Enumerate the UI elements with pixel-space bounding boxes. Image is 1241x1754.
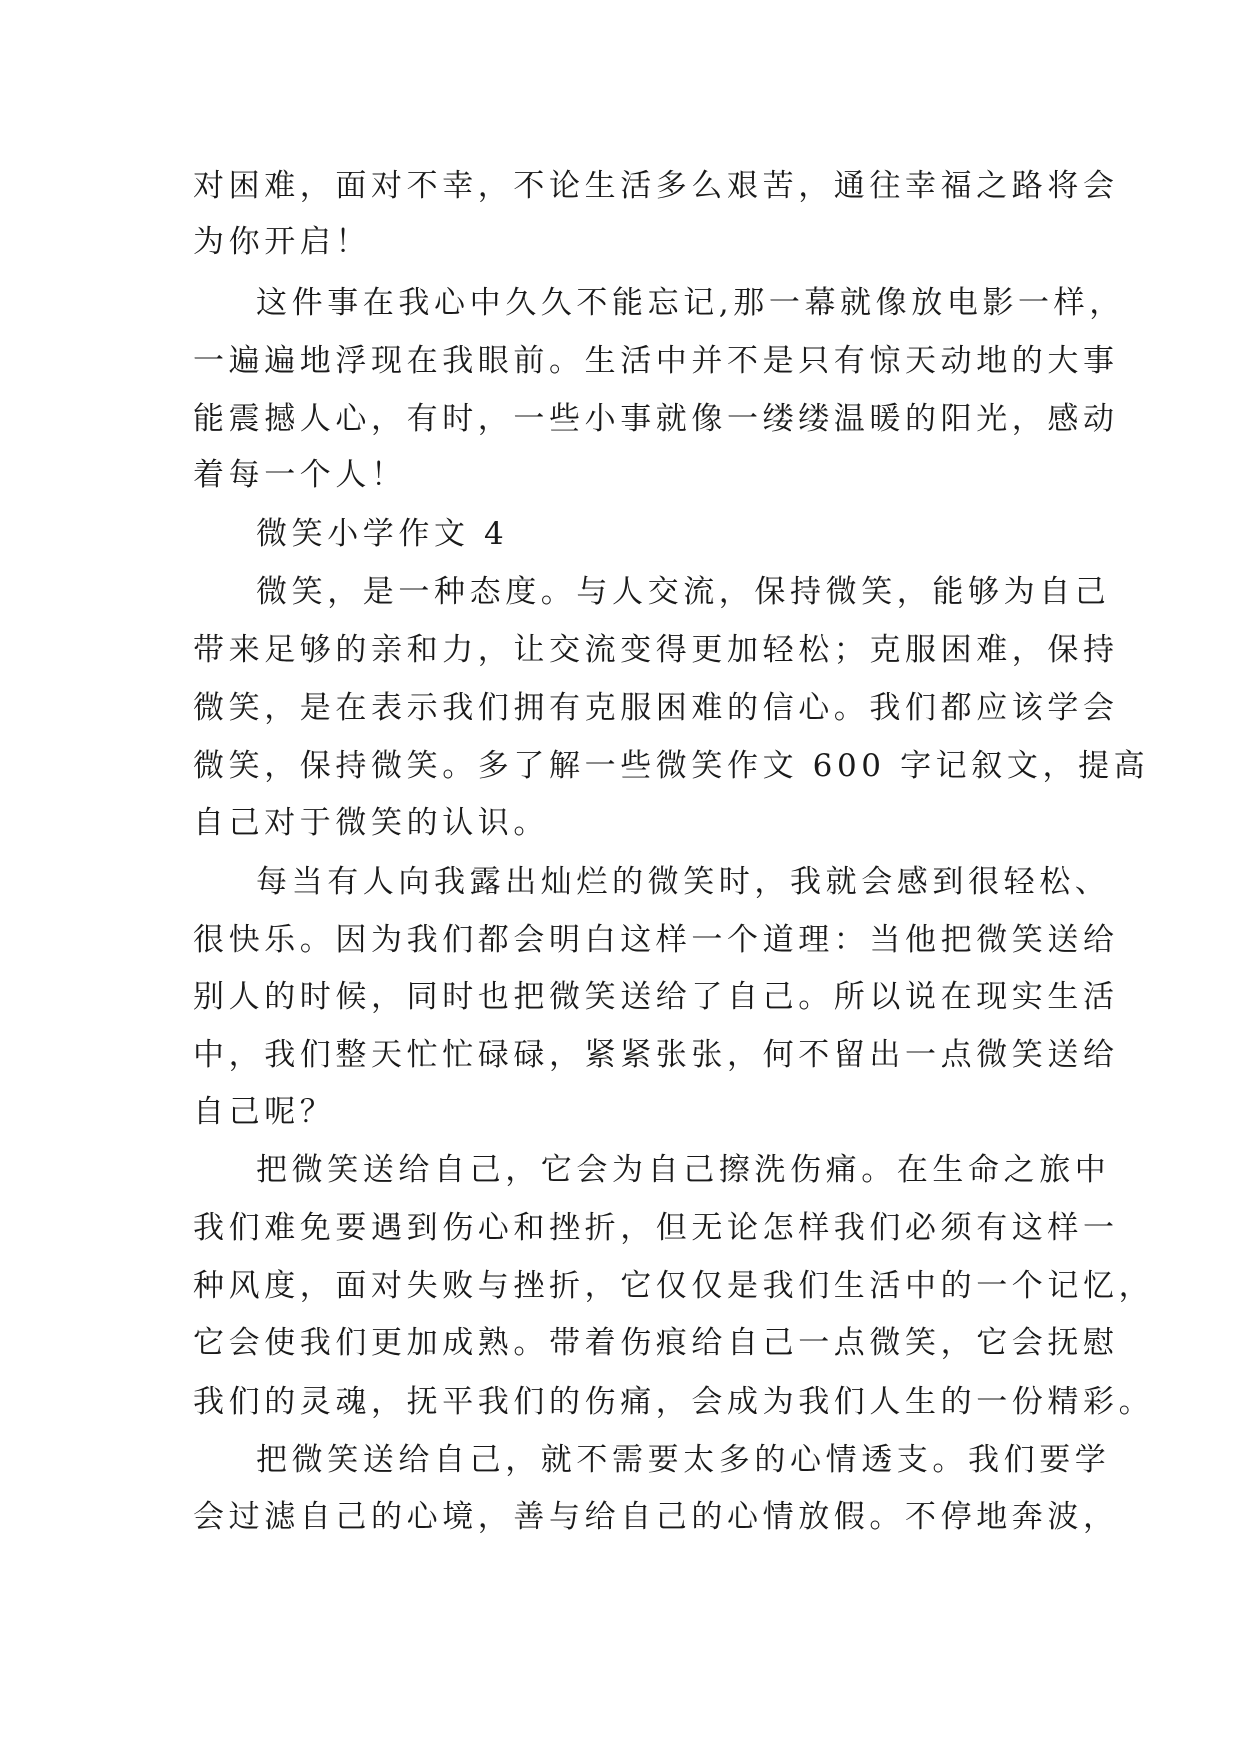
text-line: 自己对于微笑的认识。 — [193, 805, 549, 841]
text-line: 能震撼人心，有时，一些小事就像一缕缕温暖的阳光，感动 — [193, 401, 1119, 437]
text-line: 把微笑送给自己，它会为自己擦洗伤痛。在生命之旅中 — [256, 1152, 1111, 1188]
text-line: 带来足够的亲和力，让交流变得更加轻松；克服困难，保持 — [193, 632, 1119, 668]
text-line: 把微笑送给自己，就不需要太多的心情透支。我们要学 — [256, 1442, 1111, 1478]
text-line: 自己呢？ — [193, 1094, 336, 1130]
text-line: 为你开启！ — [193, 224, 371, 260]
text-line: 它会使我们更加成熟。带着伤痕给自己一点微笑，它会抚慰 — [193, 1325, 1119, 1361]
text-line: 微笑，保持微笑。多了解一些微笑作文 600 字记叙文，提高 — [193, 748, 1150, 784]
text-line: 每当有人向我露出灿烂的微笑时，我就会感到很轻松、 — [256, 864, 1111, 900]
text-line: 我们难免要遇到伤心和挫折，但无论怎样我们必须有这样一 — [193, 1210, 1119, 1246]
text-line: 中，我们整天忙忙碌碌，紧紧张张，何不留出一点微笑送给 — [193, 1037, 1119, 1073]
text-line: 这件事在我心中久久不能忘记,那一幕就像放电影一样， — [256, 285, 1125, 321]
text-line: 别人的时候，同时也把微笑送给了自己。所以说在现实生活 — [193, 979, 1119, 1015]
text-line: 微笑，是在表示我们拥有克服困难的信心。我们都应该学会 — [193, 690, 1119, 726]
text-line: 对困难，面对不幸，不论生活多么艰苦，通往幸福之路将会 — [193, 168, 1119, 204]
text-line: 着每一个人！ — [193, 457, 407, 493]
section-heading: 微笑小学作文 4 — [256, 516, 509, 552]
text-line: 一遍遍地浮现在我眼前。生活中并不是只有惊天动地的大事 — [193, 343, 1119, 379]
text-line: 种风度，面对失败与挫折，它仅仅是我们生活中的一个记忆， — [193, 1268, 1155, 1304]
text-line: 很快乐。因为我们都会明白这样一个道理：当他把微笑送给 — [193, 922, 1119, 958]
text-line: 会过滤自己的心境，善与给自己的心情放假。不停地奔波， — [193, 1499, 1119, 1535]
text-line: 微笑，是一种态度。与人交流，保持微笑，能够为自己 — [256, 574, 1111, 610]
text-line: 我们的灵魂，抚平我们的伤痛，会成为我们人生的一份精彩。 — [193, 1384, 1155, 1420]
